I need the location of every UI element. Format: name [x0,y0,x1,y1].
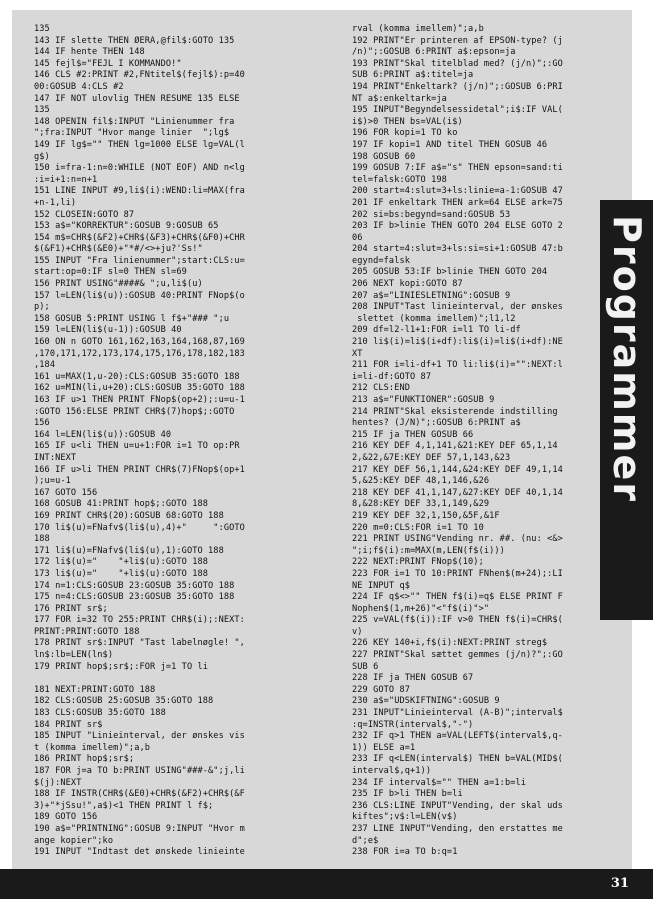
code-line: INT:NEXT [34,452,77,463]
code-line: 210 li$(i)=li$(i+df):li$(i)=li$(i+df):NE [352,337,563,348]
page-number: 31 [610,876,629,891]
code-line: PRINT:PRINT:GOTO 188 [34,626,140,637]
listing-column-left [34,24,330,859]
code-line: 214 PRINT"Skal eksisterende indstilling [352,406,558,417]
code-line: 220 m=0:CLS:FOR i=1 TO 10 [352,522,484,533]
code-line: 187 FOR j=a TO b:PRINT USING"###-&";j,li [34,766,245,776]
code-line: 183 CLS:GOSUB 35:GOTO 188 [34,708,166,719]
code-line: slettet (komma imellem)";l1,l2 [352,313,516,324]
code-line: ,184 [34,360,56,371]
code-line: SUB 6:PRINT a$:titel=ja [352,70,474,81]
code-line: 163 IF u>1 THEN PRINT FNop$(op+2);:u=u-1 [34,395,245,405]
code-line: 192 PRINT"Er printeren af EPSON-type? (j [352,35,563,46]
code-line: rval (komma imellem)";a,b [352,24,484,34]
code-line: 234 IF interval$="" THEN a=1:b=li [352,777,527,788]
code-line: 186 PRINT hop$;sr$; [34,754,135,765]
code-line: 197 IF kopi=1 AND titel THEN GOSUB 46 [352,139,548,150]
code-line [34,673,330,685]
code-line: egynd=falsk [352,255,411,266]
code-line: 198 GOSUB 60 [352,151,416,162]
code-line: 195 INPUT"Begyndelsessidetal";i$:IF VAL( [352,105,563,116]
code-line: 225 v=VAL(f$(i)):IF v>0 THEN f$(i)=CHR$( [352,615,563,626]
code-line: 152 CLOSEIN:GOTO 87 [34,209,135,220]
code-line: 238 FOR i=a TO b:q=1 [352,847,458,858]
code-line: t (komma imellem)";a,b [34,742,151,753]
code-line: 3)+"*jSsu!",a$)<1 THEN PRINT l f$; [34,800,214,811]
code-line: $(j):NEXT [34,777,82,788]
code-line: p); [34,302,50,313]
code-line: 194 PRINT"Enkeltark? (j/n)";:GOSUB 6:PRI [352,81,563,92]
code-line: NT a$:enkeltark=ja [352,93,447,104]
code-line: ";fra:INPUT "Hvor mange linier ";lg$ [34,128,230,139]
code-line: 204 start=4:slut=3+ls:si=si+1:GOSUB 47:b [352,244,563,255]
code-line: 5,&25:KEY DEF 48,1,146,&26 [352,476,490,487]
code-line: 149 IF lg$="" THEN lg=1000 ELSE lg=VAL(l [34,139,245,150]
code-line: d";e$ [352,835,379,846]
code-line: 184 PRINT sr$ [34,719,103,730]
listing-page [12,10,632,870]
section-tab-label: Programmer [605,215,649,503]
code-line: 229 GOTO 87 [352,684,411,695]
code-line: g$) [34,151,50,162]
code-line: 206 NEXT kopi:GOTO 87 [352,279,463,290]
code-line: 201 IF enkeltark THEN ark=64 ELSE ark=75 [352,197,563,208]
code-line: ln$:lb=LEN(ln$) [34,650,114,661]
code-line: 200 start=4:slut=3+ls:linie=a-1:GOSUB 47 [352,186,563,197]
code-line: 207 a$="LINIESLETNING":GOSUB 9 [352,290,511,301]
code-line: +n-1,li) [34,197,77,208]
code-line: 202 si=bs:begynd=sand:GOSUB 53 [352,209,511,220]
code-line: 164 l=LEN(li$(u)):GOSUB 40 [34,429,172,440]
code-line: 166 IF u>li THEN PRINT CHR$(7)FNop$(op+1 [34,464,245,475]
code-line: 223 FOR i=1 TO 10:PRINT FNhen$(m+24);:LI [352,568,563,579]
code-line: 191 INPUT "Indtast det ønskede linieinte [34,847,245,858]
code-line: tel=falsk:GOTO 198 [352,174,447,185]
code-line: 173 li$(u)=" "+li$(u):GOTO 188 [34,568,209,579]
code-line: 182 CLS:GOSUB 25:GOSUB 35:GOTO 188 [34,696,214,707]
code-line: 237 LINE INPUT"Vending, den erstattes me [352,823,563,834]
code-line: 159 l=LEN(li$(u-1)):GOSUB 40 [34,325,182,336]
code-line: 167 GOTO 156 [34,487,98,498]
code-line: 156 [34,418,50,429]
code-line: Nophen$(1,m+26)"<"f$(i)">" [352,603,490,614]
code-line: 236 CLS:LINE INPUT"Vending, der skal uds [352,800,563,811]
code-line: 144 IF hente THEN 148 [34,47,145,58]
code-line: XT [352,348,363,359]
code-line: 168 GOSUB 41:PRINT hop$;:GOTO 188 [34,499,209,510]
code-line: 185 INPUT "Linieinterval, der ønskes vis [34,731,245,742]
code-line: 154 m$=CHR$(&F2)+CHR$(&F3)+CHR$(&F0)+CHR [34,232,245,243]
code-line: 143 IF slette THEN ØERA,@fil$:GOTO 135 [34,35,235,46]
code-line: 135 [34,24,50,34]
code-line: 174 n=1:CLS:GOSUB 23:GOSUB 35:GOTO 188 [34,580,235,591]
code-line: 176 PRINT sr$; [34,603,108,614]
code-line: 145 fejl$="FEJL I KOMMANDO!" [34,58,182,69]
code-line: 181 NEXT:PRINT:GOTO 188 [34,684,156,695]
code-line: ,170,171,172,173,174,175,176,178,182,183 [34,348,245,359]
code-line: 179 PRINT hop$;sr$;:FOR j=1 TO li [34,661,209,672]
code-line: 196 FOR kopi=1 TO ko [352,128,458,139]
code-line: 153 a$="KORREKTUR":GOSUB 9:GOSUB 65 [34,221,219,232]
code-line: 171 li$(u)=FNafv$(li$(u),1):GOTO 188 [34,545,224,556]
code-line: :q=INSTR(interval$,"-") [352,719,474,730]
code-line: 212 CLS:END [352,383,411,394]
code-line: 222 NEXT:PRINT FNop$(10); [352,557,484,568]
code-line: ange kopier";ko [34,835,114,846]
code-line: 228 IF ja THEN GOSUB 67 [352,673,474,684]
code-line: 208 INPUT"Tast linieinterval, der ønskes [352,302,563,313]
code-line: 8,&28:KEY DEF 33,1,149,&29 [352,499,490,510]
code-line: 227 PRINT"Skal sættet gemmes (j/n)?";:GO [352,650,563,661]
code-line: 190 a$="PRINTNING":GOSUB 9:INPUT "Hvor m [34,823,245,834]
code-line: :i=i+1:n=n+1 [34,174,98,185]
code-line: $(&F1)+CHR$(&E0)+"*#/<>+ju?'Ss!" [34,244,203,255]
code-line: 175 n=4:CLS:GOSUB 23:GOSUB 35:GOTO 188 [34,592,235,603]
code-line: 161 u=MAX(1,u-20):CLS:GOSUB 35:GOTO 188 [34,371,240,382]
listing-column-right [352,24,622,859]
code-line: 235 IF b>li THEN b=li [352,789,463,800]
code-line: 230 a$="UDSKIFTNING":GOSUB 9 [352,696,500,707]
code-line: 165 IF u<li THEN u=u+1:FOR i=1 TO op:PR [34,441,240,452]
code-line: 156 PRINT USING"####& ";u,li$(u) [34,279,203,290]
code-line: 226 KEY 140+i,f$(i):NEXT:PRINT streg$ [352,638,548,649]
code-line: NE INPUT q$ [352,580,411,591]
code-line: 177 FOR i=32 TO 255:PRINT CHR$(i);:NEXT: [34,615,245,626]
code-line: 215 IF ja THEN GOSUB 66 [352,429,474,440]
code-line: 00:GOSUB 4:CLS #2 [34,81,124,92]
code-line: 155 INPUT "Fra linienummer";start:CLS:u= [34,255,245,266]
code-line: 211 FOR i=li-df+1 TO li:li$(i)="":NEXT:l [352,360,563,371]
code-line: 151 LINE INPUT #9,li$(i):WEND:li=MAX(fra [34,186,245,197]
code-line: 1)) ELSE a=1 [352,742,416,753]
code-line: :GOTO 156:ELSE PRINT CHR$(7)hop$;:GOTO [34,406,235,417]
code-line: 203 IF b>linie THEN GOTO 204 ELSE GOTO 2 [352,221,563,232]
code-line: 160 ON n GOTO 161,162,163,164,168,87,169 [34,337,245,348]
code-line: interval$,q+1)) [352,766,432,776]
code-line: 193 PRINT"Skal titelblad med? (j/n)";:GO [352,58,563,69]
code-line: i=li-df:GOTO 87 [352,371,432,382]
code-line: start:op=0:IF sl=0 THEN sl=69 [34,267,187,278]
code-line: 162 u=MIN(li,u+20):CLS:GOSUB 35:GOTO 188 [34,383,245,394]
code-line: 231 INPUT"Linieinterval (A-B)";interval$ [352,708,563,719]
page-top-margin [12,0,632,10]
code-line: 169 PRINT CHR$(20):GOSUB 68:GOTO 188 [34,510,224,521]
code-line: 148 OPENIN fil$:INPUT "Linienummer fra [34,116,235,127]
code-line: 146 CLS #2:PRINT #2,FNtitel$(fejl$):p=40 [34,70,245,81]
code-line: 216 KEY DEF 4,1,141,&21:KEY DEF 65,1,14 [352,441,558,452]
code-line: 189 GOTO 156 [34,812,98,823]
code-line: 221 PRINT USING"Vending nr. ##. (nu: <&> [352,534,563,545]
code-line: 172 li$(u)=" "+li$(u):GOTO 188 [34,557,209,568]
code-line: 170 li$(u)=FNafv$(li$(u),4)+" ":GOTO [34,522,245,533]
code-line: 157 l=LEN(li$(u)):GOSUB 40:PRINT FNop$(o [34,290,245,301]
code-line: 199 GOSUB 7:IF a$="s" THEN epson=sand:ti [352,163,563,174]
code-line: 188 IF INSTR(CHR$(&E0)+CHR$(&F2)+CHR$(&F [34,789,245,800]
code-line: SUB 6 [352,661,379,672]
code-line: hentes? (J/N)";:GOSUB 6:PRINT a$ [352,418,521,429]
code-line: 232 IF q>1 THEN a=VAL(LEFT$(interval$,q- [352,731,563,742]
code-line: 147 IF NOT ulovlig THEN RESUME 135 ELSE [34,93,240,104]
code-line: 218 KEY DEF 41,1,147,&27:KEY DEF 40,1,14 [352,487,563,498]
code-line: ";i;f$(i):m=MAX(m,LEN(f$(i))) [352,545,505,556]
code-line: 158 GOSUB 5:PRINT USING l f$+"### ";u [34,313,230,324]
code-line: kiftes";v$:l=LEN(v$) [352,812,458,823]
code-line: 2,&22,&7E:KEY DEF 57,1,143,&23 [352,452,511,463]
code-line: 209 df=l2-l1+1:FOR i=l1 TO li-df [352,325,521,336]
code-line: );u=u-1 [34,476,71,487]
code-line: 219 KEY DEF 32,1,150,&5F,&1F [352,510,500,521]
code-line: 224 IF q$<>"" THEN f$(i)=q$ ELSE PRINT F [352,592,563,603]
code-line: i$)>0 THEN bs=VAL(i$) [352,116,463,127]
code-line: 135 [34,105,50,116]
code-line: 233 IF q<LEN(interval$) THEN b=VAL(MID$( [352,754,563,765]
code-line: 150 i=fra-1:n=0:WHILE (NOT EOF) AND n<lg [34,163,245,174]
code-line: 06 [352,232,363,243]
code-line: /n)";:GOSUB 6:PRINT a$:epson=ja [352,47,516,58]
code-line: 217 KEY DEF 56,1,144,&24:KEY DEF 49,1,14 [352,464,563,475]
code-line: 188 [34,534,50,545]
code-line: v) [352,626,363,637]
code-line: 213 a$="FUNKTIONER":GOSUB 9 [352,395,495,405]
footer-bar [0,869,653,899]
code-line: 205 GOSUB 53:IF b>linie THEN GOTO 204 [352,267,548,278]
code-line: 178 PRINT sr$:INPUT "Tast labelnøgle! ", [34,638,245,649]
